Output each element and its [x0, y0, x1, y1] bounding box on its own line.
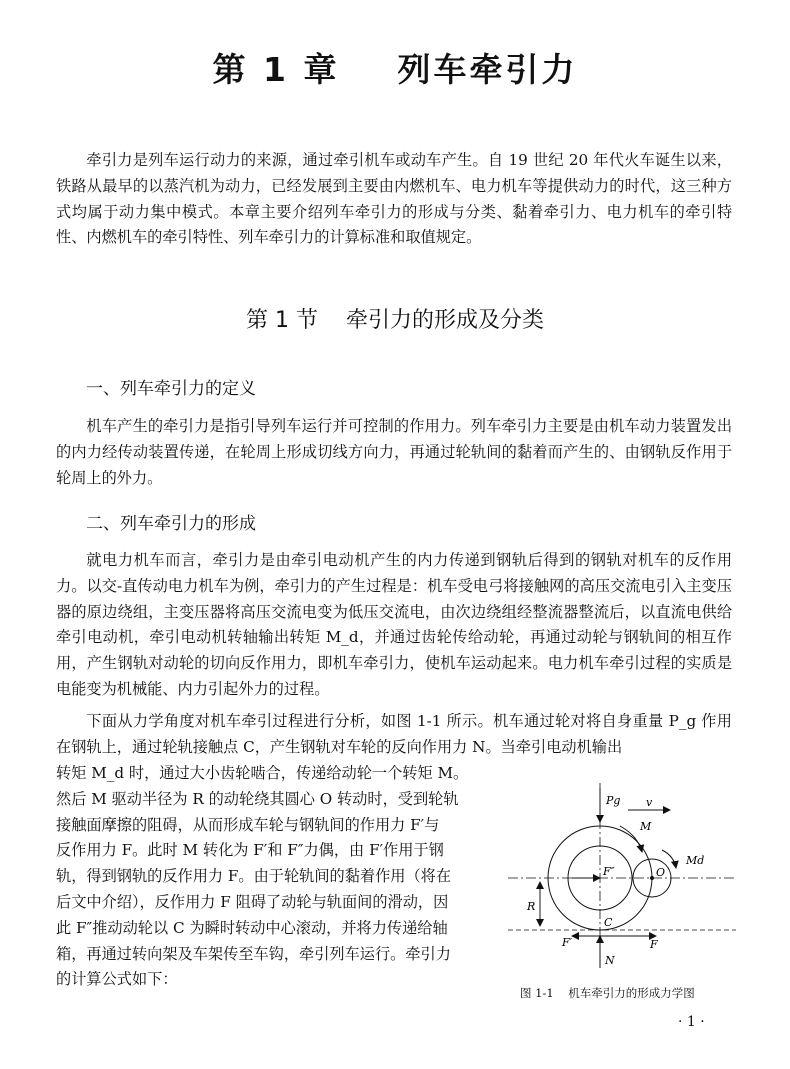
figure-caption: 图 1-1 机车牵引力的形成力学图: [520, 986, 695, 1000]
label-f-prime: F′: [562, 936, 573, 949]
label-o: O: [656, 866, 666, 879]
label-md: Md: [686, 854, 705, 867]
subsection-heading-definition: 一、列车牵引力的定义: [86, 379, 256, 399]
label-m: M: [640, 820, 652, 833]
traction-force-diagram: [500, 778, 740, 978]
analysis-line: 反作用力 F。此时 M 转化为 F′和 F″力偶，由 F′作用于钢: [56, 841, 444, 860]
label-c: C: [604, 916, 613, 929]
analysis-paragraph-full: 下面从力学角度对机车牵引过程进行分析，如图 1-1 所示。机车通过轮对将自身重量 P_g 作用在钢轨上，通过轮轨接触点 C，产生钢轨对车轮的反向作用力 N。当牵引电动机输出: [56, 712, 732, 756]
section-title: 第 1 节 牵引力的形成及分类: [246, 308, 544, 333]
analysis-line: 轨，得到钢轨的反作用力 F。由于轮轨间的黏着作用（将在: [56, 867, 452, 886]
formation-paragraph: 就电力机车而言，牵引力是由牵引电动机产生的内力传递到钢轨后得到的钢轨对机车的反作用力。以交-直传动电力机车为例，牵引力的产生过程是：机车受电弓将接触网的高压交流电引入主变压器的原边绕组，主变压器将高压交流电变为低压交流电，由次边绕组经整流器整流后，以直流电供给牵引电动机，牵引电动机转轴输出转矩 M_d，并通过齿轮传给动轮，再通过动轮与钢轨间的相互作用，产生钢轨对动轮的切向反作用力，即机车牵引力，使机车运动起来。电力机车牵引过程的实质是电能变为机械能、内力引起外力的过程。: [56, 551, 732, 698]
gear-center-dot: [650, 876, 654, 880]
analysis-line: 此 F″推动动轮以 C 为瞬时转动中心滚动，并将力传递给轴: [56, 918, 448, 937]
subsection-heading-formation: 二、列车牵引力的形成: [86, 514, 256, 534]
analysis-line: 后文中介绍），反作用力 F 阻碍了动轮与轨面间的滑动，因: [56, 892, 449, 911]
label-n: N: [605, 954, 615, 967]
analysis-paragraph-wrapped: [56, 761, 492, 993]
analysis-line: 接触面摩擦的阻碍，从而形成车轮与钢轨间的作用力 F′与: [56, 815, 440, 834]
label-r: R: [527, 900, 536, 913]
definition-paragraph: 机车产生的牵引力是指引导列车运行并可控制的作用力。列车牵引力主要是由机车动力装置发出的内力经传动装置传递，在轮周上形成切线方向力，再通过轮轨间的黏着而产生的、由钢轨反作用于轮周上的外力。: [56, 417, 732, 487]
analysis-line: 然后 M 驱动半径为 R 的动轮绕其圆心 O 转动时，受到轮轨: [56, 789, 459, 808]
analysis-line: 箱，再通过转向架及车架传至车钩，牵引列车运行。牵引力: [56, 944, 451, 963]
chapter-title: 第 1 章 列车牵引力: [212, 50, 578, 89]
label-f-double-prime: F″: [603, 865, 615, 878]
traction-force-figure: [500, 778, 740, 978]
page-number: · 1 ·: [678, 1014, 705, 1030]
intro-paragraph: 牵引力是列车运行动力的来源，通过牵引机车或动车产生。自 19 世纪 20 年代火车诞生以来，铁路从最早的以蒸汽机为动力，已经发展到主要由内燃机车、电力机车等提供动力的时代，这三种方式均属于动力集中模式。本章主要介绍列车牵引力的形成与分类、黏着牵引力、电力机车的牵引特性、内燃机车的牵引特性、列车牵引力的计算标准和取值规定。: [56, 151, 732, 247]
torque-m-arc: [620, 826, 642, 852]
label-pg: Pg: [606, 794, 621, 807]
label-f: F: [650, 938, 658, 951]
analysis-line: 转矩 M_d 时，通过大小齿轮啮合，传递给动轮一个转矩 M。: [56, 764, 469, 782]
analysis-line: 的计算公式如下：: [56, 970, 178, 989]
label-v: v: [646, 796, 653, 809]
